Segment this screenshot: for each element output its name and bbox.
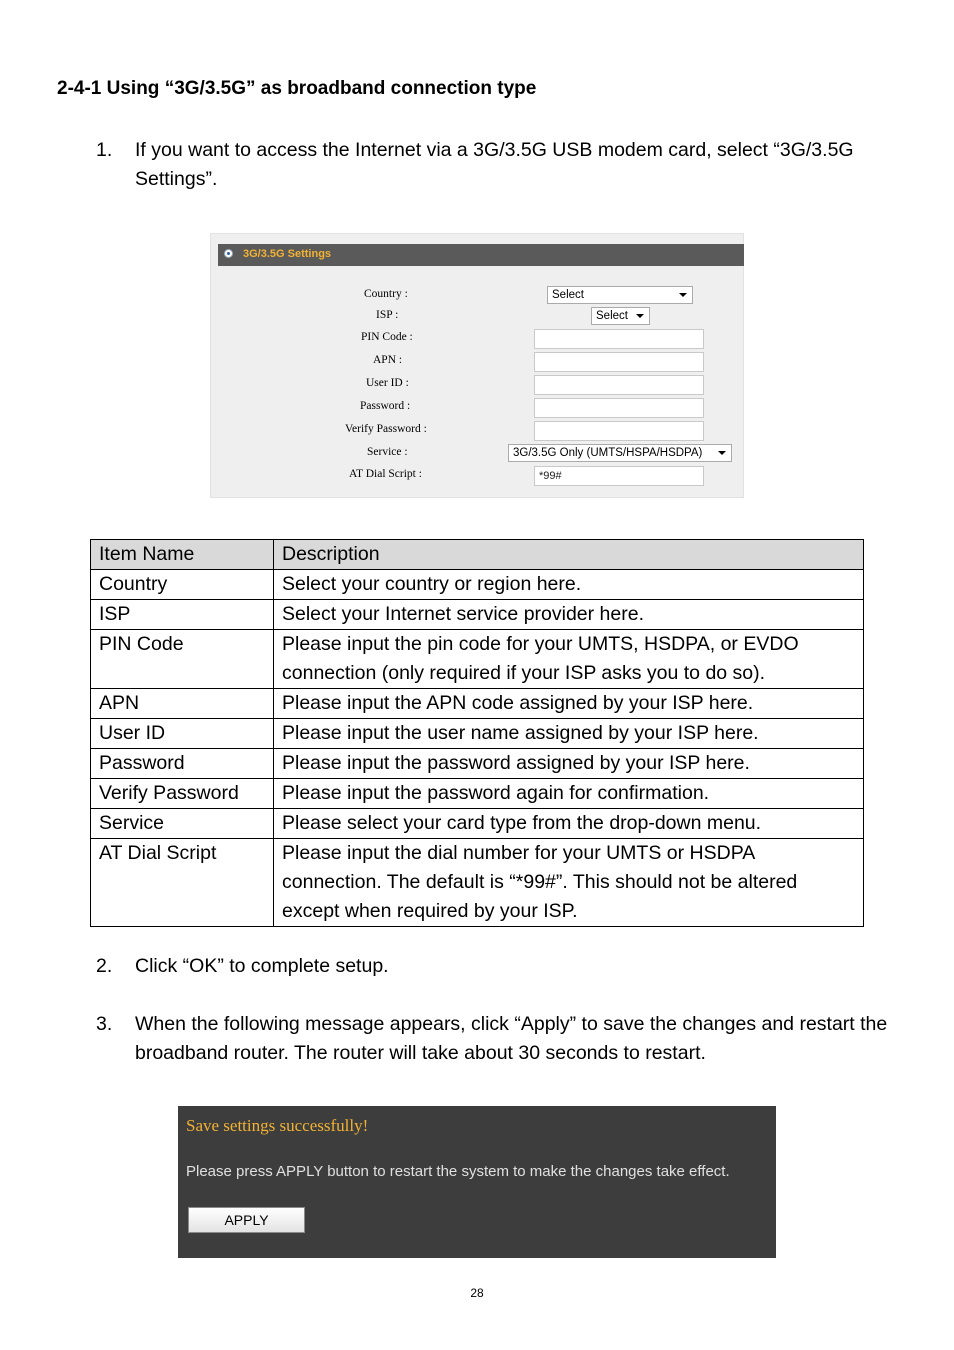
item-name-cell: Password [91,749,274,779]
column-header: Item Name [91,540,274,570]
table-row [91,600,864,630]
item-name-cell: Verify Password [91,779,274,809]
service-select-value: 3G/3.5G Only (UMTS/HSPA/HSDPA) [513,447,703,459]
item-name-cell: User ID [91,719,274,749]
table-row [91,749,864,779]
chevron-down-icon [636,314,644,318]
table-row [91,719,864,749]
message-title: Save settings successfully! [186,1116,369,1135]
settings-title: 3G/3.5G Settings [243,248,332,260]
table-row [91,630,864,689]
radio-icon[interactable] [224,249,233,258]
description-cell: Please input the APN code assigned by your ISP here. [274,689,864,719]
item-name-cell: Country [91,570,274,600]
description-cell: Please input the pin code for your UMTS, HSDPA, or EVDO connection (only required if your ISP asks you to do so). [274,630,864,689]
country-label: Country : [364,288,408,300]
table-row [91,689,864,719]
item-name-cell: Service [91,809,274,839]
apn-label: APN : [373,354,403,366]
pin-code-input[interactable] [534,329,704,349]
step-text: Click “OK” to complete setup. [135,955,389,977]
at-dial-script-label: AT Dial Script : [349,468,422,480]
step-1 [96,136,906,194]
section-heading: 2-4-1 Using “3G/3.5G” as broadband connection type [57,78,537,99]
chevron-down-icon [679,293,687,297]
item-name-cell: AT Dial Script [91,839,274,927]
table-row [91,779,864,809]
description-cell: Please input the dial number for your UMTS or HSDPA connection. The default is “*99#”. This should not be altered except when required by your ISP. [274,839,864,927]
table-row [91,570,864,600]
isp-select-value: Select [596,310,628,322]
page-number: 28 [470,1286,484,1300]
table-row [91,809,864,839]
apply-button[interactable]: APPLY [188,1207,305,1233]
description-cell: Select your Internet service provider here. [274,600,864,630]
service-label: Service : [367,446,408,458]
verify-password-input[interactable] [534,421,704,441]
save-message-screenshot [178,1106,776,1258]
verify-password-label: Verify Password : [345,423,427,435]
description-cell: Please select your card type from the drop-down menu. [274,809,864,839]
step-text: When the following message appears, click “Apply” to save the changes and restart the broadband router. The router will take about 30 seconds to restart. [135,1013,888,1064]
step-number: 3. [96,1013,113,1035]
step-3 [96,1010,906,1068]
password-label: Password : [360,400,411,412]
column-header: Description [274,540,864,570]
isp-select[interactable] [591,307,650,325]
table-header-row [91,540,864,570]
service-select[interactable] [508,444,732,462]
description-cell: Please input the password again for confirmation. [274,779,864,809]
step-number: 1. [96,139,113,161]
3g-settings-screenshot [210,233,744,498]
pin-code-label: PIN Code : [361,331,413,343]
country-select[interactable] [547,286,693,304]
table-row [91,839,864,927]
settings-title-bar [218,244,744,266]
step-text: If you want to access the Internet via a 3G/3.5G USB modem card, select “3G/3.5G Settings”. [135,139,854,190]
user-id-input[interactable] [534,375,704,395]
at-dial-script-input[interactable]: *99# [534,466,704,486]
password-input[interactable] [534,398,704,418]
apn-input[interactable] [534,352,704,372]
description-cell: Select your country or region here. [274,570,864,600]
description-cell: Please input the user name assigned by your ISP here. [274,719,864,749]
description-cell: Please input the password assigned by your ISP here. [274,749,864,779]
step-number: 2. [96,955,113,977]
settings-description-table [90,539,864,927]
isp-label: ISP : [376,309,399,321]
chevron-down-icon [718,451,726,455]
item-name-cell: ISP [91,600,274,630]
item-name-cell: PIN Code [91,630,274,689]
item-name-cell: APN [91,689,274,719]
user-id-label: User ID : [366,377,409,389]
message-body: Please press APPLY button to restart the system to make the changes take effect. [186,1163,730,1180]
country-select-value: Select [552,289,584,301]
step-2 [96,952,906,981]
